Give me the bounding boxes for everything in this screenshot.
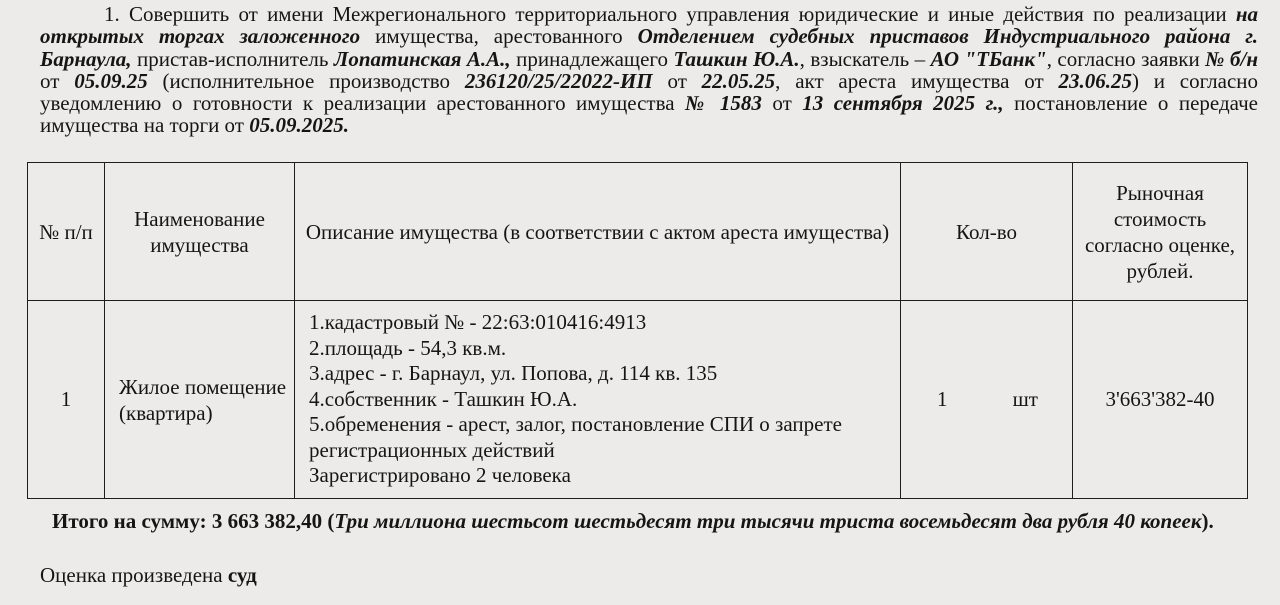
intro-text-6: , согласно заявки <box>1046 46 1206 71</box>
total-in-words: Три миллиона шестьсот шестьдесят три тысячи триста восемьдесят два рубля 40 копеек <box>334 509 1202 533</box>
intro-text-2: имущества, арестованного <box>360 24 638 49</box>
quantity-unit: шт <box>1012 387 1038 411</box>
intro-emphasis-2: Отделением судебных приставов Индустриального района г. Барнаула, <box>40 24 1258 71</box>
table-header-row <box>28 163 1248 301</box>
property-table <box>27 162 1248 499</box>
intro-emphasis-9: 22.05.25 <box>701 68 776 93</box>
intro-emphasis-5: АО "ТБанк" <box>930 46 1047 71</box>
intro-text-3: пристав-исполнитель <box>131 46 334 71</box>
intro-emphasis-12: 13 сентября 2025 г., <box>802 91 1004 116</box>
intro-emphasis-3: Лопатинская А.А., <box>333 46 511 71</box>
row-name: Жилое помещение (квартира) <box>105 301 295 499</box>
header-quantity: Кол-во <box>901 163 1073 301</box>
header-description: Описание имущества (в соответствии с актом ареста имущества) <box>295 163 901 301</box>
intro-emphasis-13: 05.09.2025. <box>249 113 349 138</box>
header-name: Наименование имущества <box>105 163 295 301</box>
intro-emphasis-4: Ташкин Ю.А. <box>673 46 800 71</box>
intro-emphasis-10: 23.06.25 <box>1058 68 1132 93</box>
intro-text-8: (исполнительное производство <box>147 68 465 93</box>
header-num: № п/п <box>28 163 105 301</box>
total-end: ). <box>1201 509 1214 533</box>
intro-emphasis-7: 05.09.25 <box>74 68 148 93</box>
description-line: 1.кадастровый № - 22:63:010416:4913 <box>309 309 647 334</box>
intro-text-12: от <box>761 91 803 116</box>
description-line: 2.площадь - 54,3 кв.м. <box>309 335 507 360</box>
row-num: 1 <box>28 301 105 499</box>
intro-text-4: принадлежащего <box>510 46 674 71</box>
description-line: 3.адрес - г. Барнаул, ул. Попова, д. 114 кв. 135 <box>309 361 718 386</box>
header-market-value: Рыночная стоимость согласно оценке, рублей. <box>1073 163 1248 301</box>
row-description <box>295 301 901 499</box>
intro-text-5: , взыскатель – <box>799 46 931 71</box>
intro-text-1: 1. Совершить от имени Межрегионального территориального управления юридические и иные действия по реализации <box>104 2 1236 26</box>
intro-text-9: от <box>652 68 702 93</box>
intro-text-13: постановление о передаче имущества на торги от <box>40 91 1258 138</box>
intro-text-11: ) и согласно уведомлению о готовности к реализации арестованного имущества <box>40 68 1258 116</box>
intro-emphasis-6: № б/н <box>1205 46 1259 71</box>
intro-emphasis-11: № 1583 <box>685 91 762 116</box>
intro-emphasis-8: 236120/25/22022-ИП <box>464 68 653 93</box>
valuation-note-bold: суд <box>227 563 257 587</box>
valuation-note <box>40 563 257 587</box>
intro-emphasis-1: на открытых торгах заложенного <box>40 2 1258 49</box>
description-line: 4.собственник - Ташкин Ю.А. <box>309 386 578 411</box>
valuation-note-text: Оценка произведена <box>40 563 228 587</box>
row-market-value: 3'663'382-40 <box>1073 301 1248 499</box>
description-line: 5.обременения - арест, залог, постановление СПИ о запрете регистрационных действий <box>309 412 842 462</box>
row-quantity <box>901 301 1073 499</box>
total-paragraph <box>40 507 1258 536</box>
table-row <box>28 301 1248 499</box>
intro-text-7: от <box>40 68 75 93</box>
description-line: Зарегистрировано 2 человека <box>309 463 571 488</box>
total-label: Итого на сумму: 3 663 382,40 ( <box>52 509 335 533</box>
intro-paragraph <box>40 3 1258 137</box>
intro-text-10: , акт ареста имущества от <box>775 68 1059 93</box>
quantity-value: 1 <box>937 387 948 411</box>
